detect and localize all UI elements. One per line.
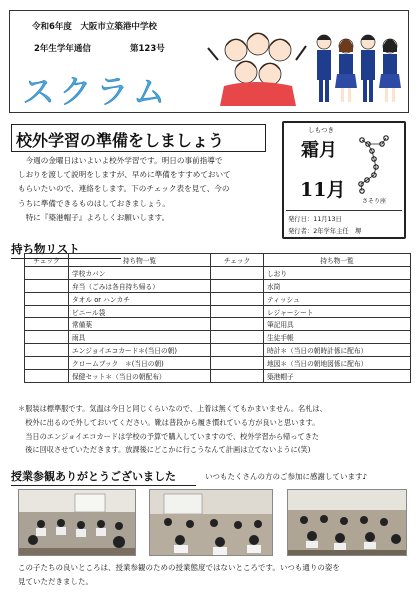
classroom-photo bbox=[149, 489, 273, 556]
item-cell: クロームブック ＊(当日の朝) bbox=[69, 357, 211, 370]
classroom-photo bbox=[287, 489, 407, 556]
table-row bbox=[25, 370, 411, 383]
check-header: チェック bbox=[25, 254, 69, 267]
students-illustration bbox=[196, 20, 406, 108]
item-cell: ティッシュ bbox=[264, 292, 411, 305]
classroom-photo bbox=[18, 489, 136, 556]
table-row bbox=[25, 266, 411, 279]
item-cell: 築港帽子 bbox=[264, 370, 411, 383]
article-body bbox=[18, 154, 273, 225]
note-line: 校外に出るので外しておいてください。靴は普段から履き慣れている方が良いと思います。 bbox=[18, 417, 320, 427]
article-line: 今週の金曜日はいよいよ校外学習です。明日の事前指導で bbox=[18, 156, 223, 165]
dress-notes bbox=[18, 402, 408, 457]
month-number: 11月 bbox=[300, 179, 346, 201]
note-line: 当日のエンジョイエコカードは学校の予算で購入していますので、校外学習から帰ってきた bbox=[18, 431, 320, 441]
table-row bbox=[25, 305, 411, 318]
closing-line: 見ていただきました。 bbox=[18, 577, 93, 586]
list-title: 持ち物リスト bbox=[11, 241, 121, 259]
item-cell: ビニール袋 bbox=[69, 305, 211, 318]
table-row bbox=[25, 318, 411, 331]
item-cell: 生徒手帳 bbox=[264, 331, 411, 344]
item-cell: 時計＊（当日の朝時計係に配布） bbox=[264, 344, 411, 357]
check-box[interactable] bbox=[211, 344, 264, 357]
table-header-row bbox=[25, 254, 411, 267]
check-box[interactable] bbox=[211, 331, 264, 344]
check-box[interactable] bbox=[211, 357, 264, 370]
uniformed-students-icon bbox=[317, 35, 401, 102]
divider bbox=[286, 210, 402, 211]
check-box[interactable] bbox=[211, 292, 264, 305]
table-row bbox=[25, 331, 411, 344]
issuer: 発行者：2年学年主任 堺 bbox=[288, 228, 362, 235]
check-box[interactable] bbox=[25, 357, 69, 370]
item-cell: 水筒 bbox=[264, 279, 411, 292]
item-cell: 地図＊（当日の朝地図係に配布） bbox=[264, 357, 411, 370]
month-name: 霜月 bbox=[301, 140, 337, 161]
issue-number: 第123号 bbox=[130, 44, 165, 54]
item-cell: 保健セット＊（当日の朝配布） bbox=[69, 370, 211, 383]
note-line: ＊服装は標準服です。気温は今日と同じくらいなので、上着は無くてもかまいません。名札は、 bbox=[18, 404, 327, 413]
article-line: うちに準備できるものはしておきましょう。 bbox=[18, 198, 170, 208]
check-box[interactable] bbox=[25, 318, 69, 331]
item-cell: 筆記用具 bbox=[264, 318, 411, 331]
article-line: 特に『築港帽子』よろしくお願いします。 bbox=[18, 212, 170, 222]
issue-date: 発行日：11月13日 bbox=[288, 216, 342, 223]
check-box[interactable] bbox=[211, 305, 264, 318]
check-box[interactable] bbox=[25, 305, 69, 318]
item-cell: しおり bbox=[264, 266, 411, 279]
item-cell: 弁当（ごみは各自持ち帰る） bbox=[69, 279, 211, 292]
check-box[interactable] bbox=[211, 279, 264, 292]
check-box[interactable] bbox=[25, 344, 69, 357]
masthead: スクラム bbox=[22, 72, 170, 111]
check-box[interactable] bbox=[25, 266, 69, 279]
closing-line: この子たちの良いところは、授業参観のための授業態度ではないところです。いつも通りの姿を bbox=[18, 563, 340, 572]
check-header: チェック bbox=[211, 254, 264, 267]
table-row bbox=[25, 357, 411, 370]
constellation-label: さそり座 bbox=[362, 198, 387, 205]
item-cell: 雨具 bbox=[69, 331, 211, 344]
item-cell: レジャーシート bbox=[264, 305, 411, 318]
check-box[interactable] bbox=[211, 266, 264, 279]
table-row bbox=[25, 279, 411, 292]
scorpio-icon bbox=[352, 134, 396, 196]
observation-title: 授業参観ありがとうございました bbox=[11, 468, 196, 486]
check-box[interactable] bbox=[25, 370, 69, 383]
school-name: 令和6年度 大阪市立築港中学校 bbox=[32, 22, 157, 32]
cheering-students-icon bbox=[208, 33, 306, 106]
check-box[interactable] bbox=[25, 292, 69, 305]
check-box[interactable] bbox=[25, 331, 69, 344]
article-title: 校外学習の準備をしましょう bbox=[11, 124, 266, 152]
table-row bbox=[25, 292, 411, 305]
items-header: 持ち物一覧 bbox=[69, 254, 211, 267]
item-cell: 学校カバン bbox=[69, 266, 211, 279]
article-line: しおりを渡して説明をしますが、早めに準備をすすめておいて bbox=[18, 170, 231, 180]
article-line: もらいたいので、連絡をします。下のチェック表を見て、今の bbox=[18, 184, 230, 194]
check-box[interactable] bbox=[211, 318, 264, 331]
items-table bbox=[24, 253, 411, 383]
check-box[interactable] bbox=[211, 370, 264, 383]
month-ruby: しもつき bbox=[308, 126, 334, 134]
items-header: 持ち物一覧 bbox=[264, 254, 411, 267]
check-box[interactable] bbox=[25, 279, 69, 292]
table-row bbox=[25, 344, 411, 357]
closing-text bbox=[18, 561, 413, 589]
item-cell: エンジョイエコカード＊(当日の朝) bbox=[69, 344, 211, 357]
observation-subtitle: いつもたくさんの方のご参加に感謝しています♪ bbox=[205, 472, 368, 481]
item-cell: 常備薬 bbox=[69, 318, 211, 331]
item-cell: タオル or ハンカチ bbox=[69, 292, 211, 305]
newsletter-title: 2年生学年通信 bbox=[34, 44, 91, 54]
note-line: 後に回収させていただきます。放課後にどこかに行こうなんて計画は立てないように(笑) bbox=[18, 445, 311, 455]
